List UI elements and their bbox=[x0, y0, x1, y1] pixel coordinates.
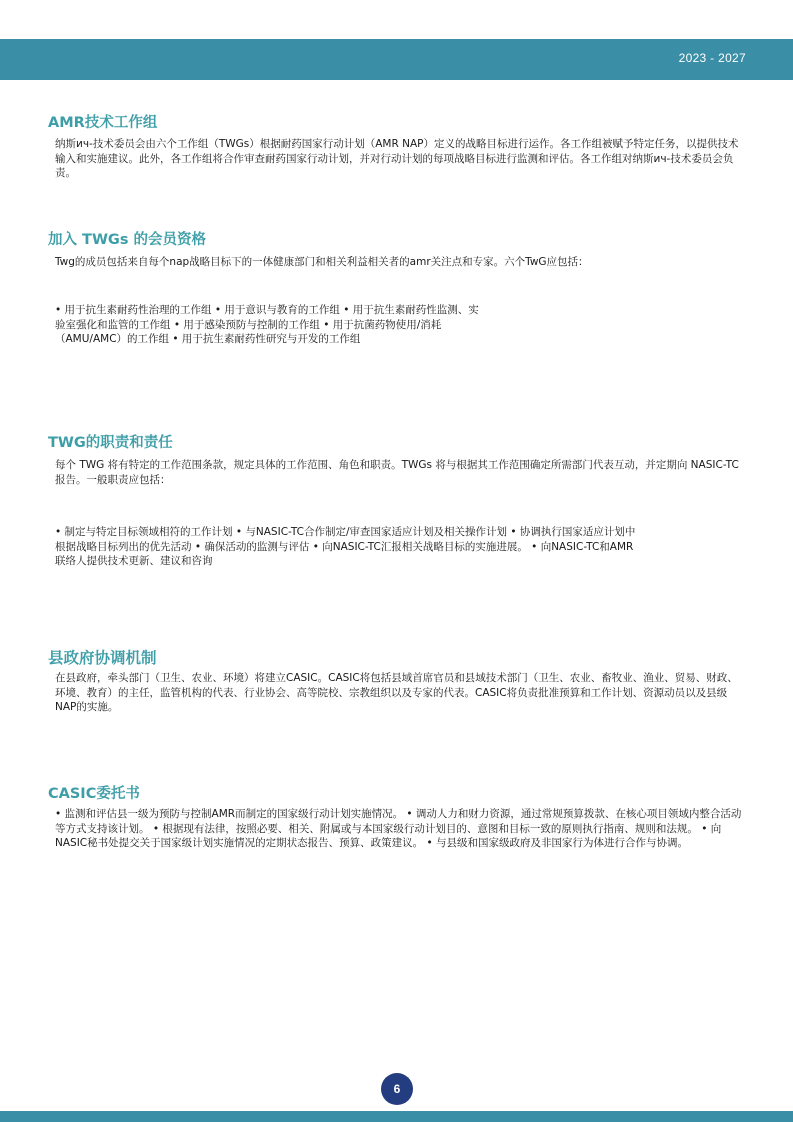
section-paragraph: Twg的成员包括来自每个nap战略目标下的一体健康部门和相关利益相关者的amr关注点和专家。六个TwG应包括： bbox=[55, 256, 589, 268]
section-paragraph: 纳斯ич-技术委员会由六个工作组（TWGs）根据耐药国家行动计划（AMR NAP）定义的战略目标进行运作。各工作组被赋予特定任务，以提供技术输入和实施建议。此外，各工作组将合作审查耐药国家行动计划，并对行动计划的每项战略目标进行监测和评估。各工作组对纳斯ич-技术委员会负责。 bbox=[55, 138, 739, 179]
section-paragraph: 在县政府，牵头部门（卫生、农业、环境）将建立CASIC。CASIC将包括县域首席官员和县域技术部门（卫生、农业、畜牧业、渔业、贸易、财政、环境、教育）的主任，监管机构的代表、行业协会、高等院校、宗教组织以及专家的代表。CASIC将负责批准预算和工作计划、资源动员以及县级NAP的实施。 bbox=[55, 672, 738, 713]
header-band bbox=[0, 39, 793, 80]
section-heading-county-coordination: 县政府协调机制 bbox=[48, 649, 157, 667]
section-heading-twg-duties: TWG的职责和责任 bbox=[48, 435, 173, 451]
section-bullet-list: • 用于抗生素耐药性治理的工作组 • 用于意识与教育的工作组 • 用于抗生素耐药性监测、实验室强化和监管的工作组 • 用于感染预防与控制的工作组 • 用于抗菌药物使用/消耗（AMU/AMC）的工作组 • 用于抗生素耐药性研究与开发的工作组 bbox=[55, 304, 479, 345]
section-heading-casic-mandate: CASIC委托书 bbox=[48, 786, 140, 802]
header-years: 2023 - 2027 bbox=[678, 51, 746, 65]
section-bullet-list: • 制定与特定目标领域相符的工作计划 • 与NASIC-TC合作制定/审查国家适应计划及相关操作计划 • 协调执行国家适应计划中根据战略目标列出的优先活动 • 确保活动的监测与评估 • 向NASIC-TC汇报相关战略目标的实施进展。 • 向NASIC-TC和AMR联络人提供技术更新、建议和咨询 bbox=[55, 526, 636, 567]
section-heading-amr-twg: AMR技术工作组 bbox=[48, 115, 158, 131]
section-paragraph: 每个 TWG 将有特定的工作范围条款，规定具体的工作范围、角色和职责。TWGs 将与根据其工作范围确定所需部门代表互动，并定期向 NASIC-TC 报告。一般职责应包括： bbox=[55, 459, 739, 486]
page-number: 6 bbox=[381, 1073, 413, 1105]
section-bullet-list: • 监测和评估县一级为预防与控制AMR而制定的国家级行动计划实施情况。 • 调动人力和财力资源，通过常规预算拨款、在核心项目领域内整合活动等方式支持该计划。 • 根据现有法律，按照必要、相关、附属或与本国家级行动计划目的、意图和目标一致的原则执行指南、规则和法规。 • 向NASIC秘书处提交关于国家级计划实施情况的定期状态报告、预算、政策建议。 • 与县级和国家级政府及非国家行为体进行合作与协调。 bbox=[55, 808, 742, 849]
section-heading-twg-membership: 加入 TWGs 的会员资格 bbox=[48, 232, 207, 248]
footer-band bbox=[0, 1111, 793, 1122]
